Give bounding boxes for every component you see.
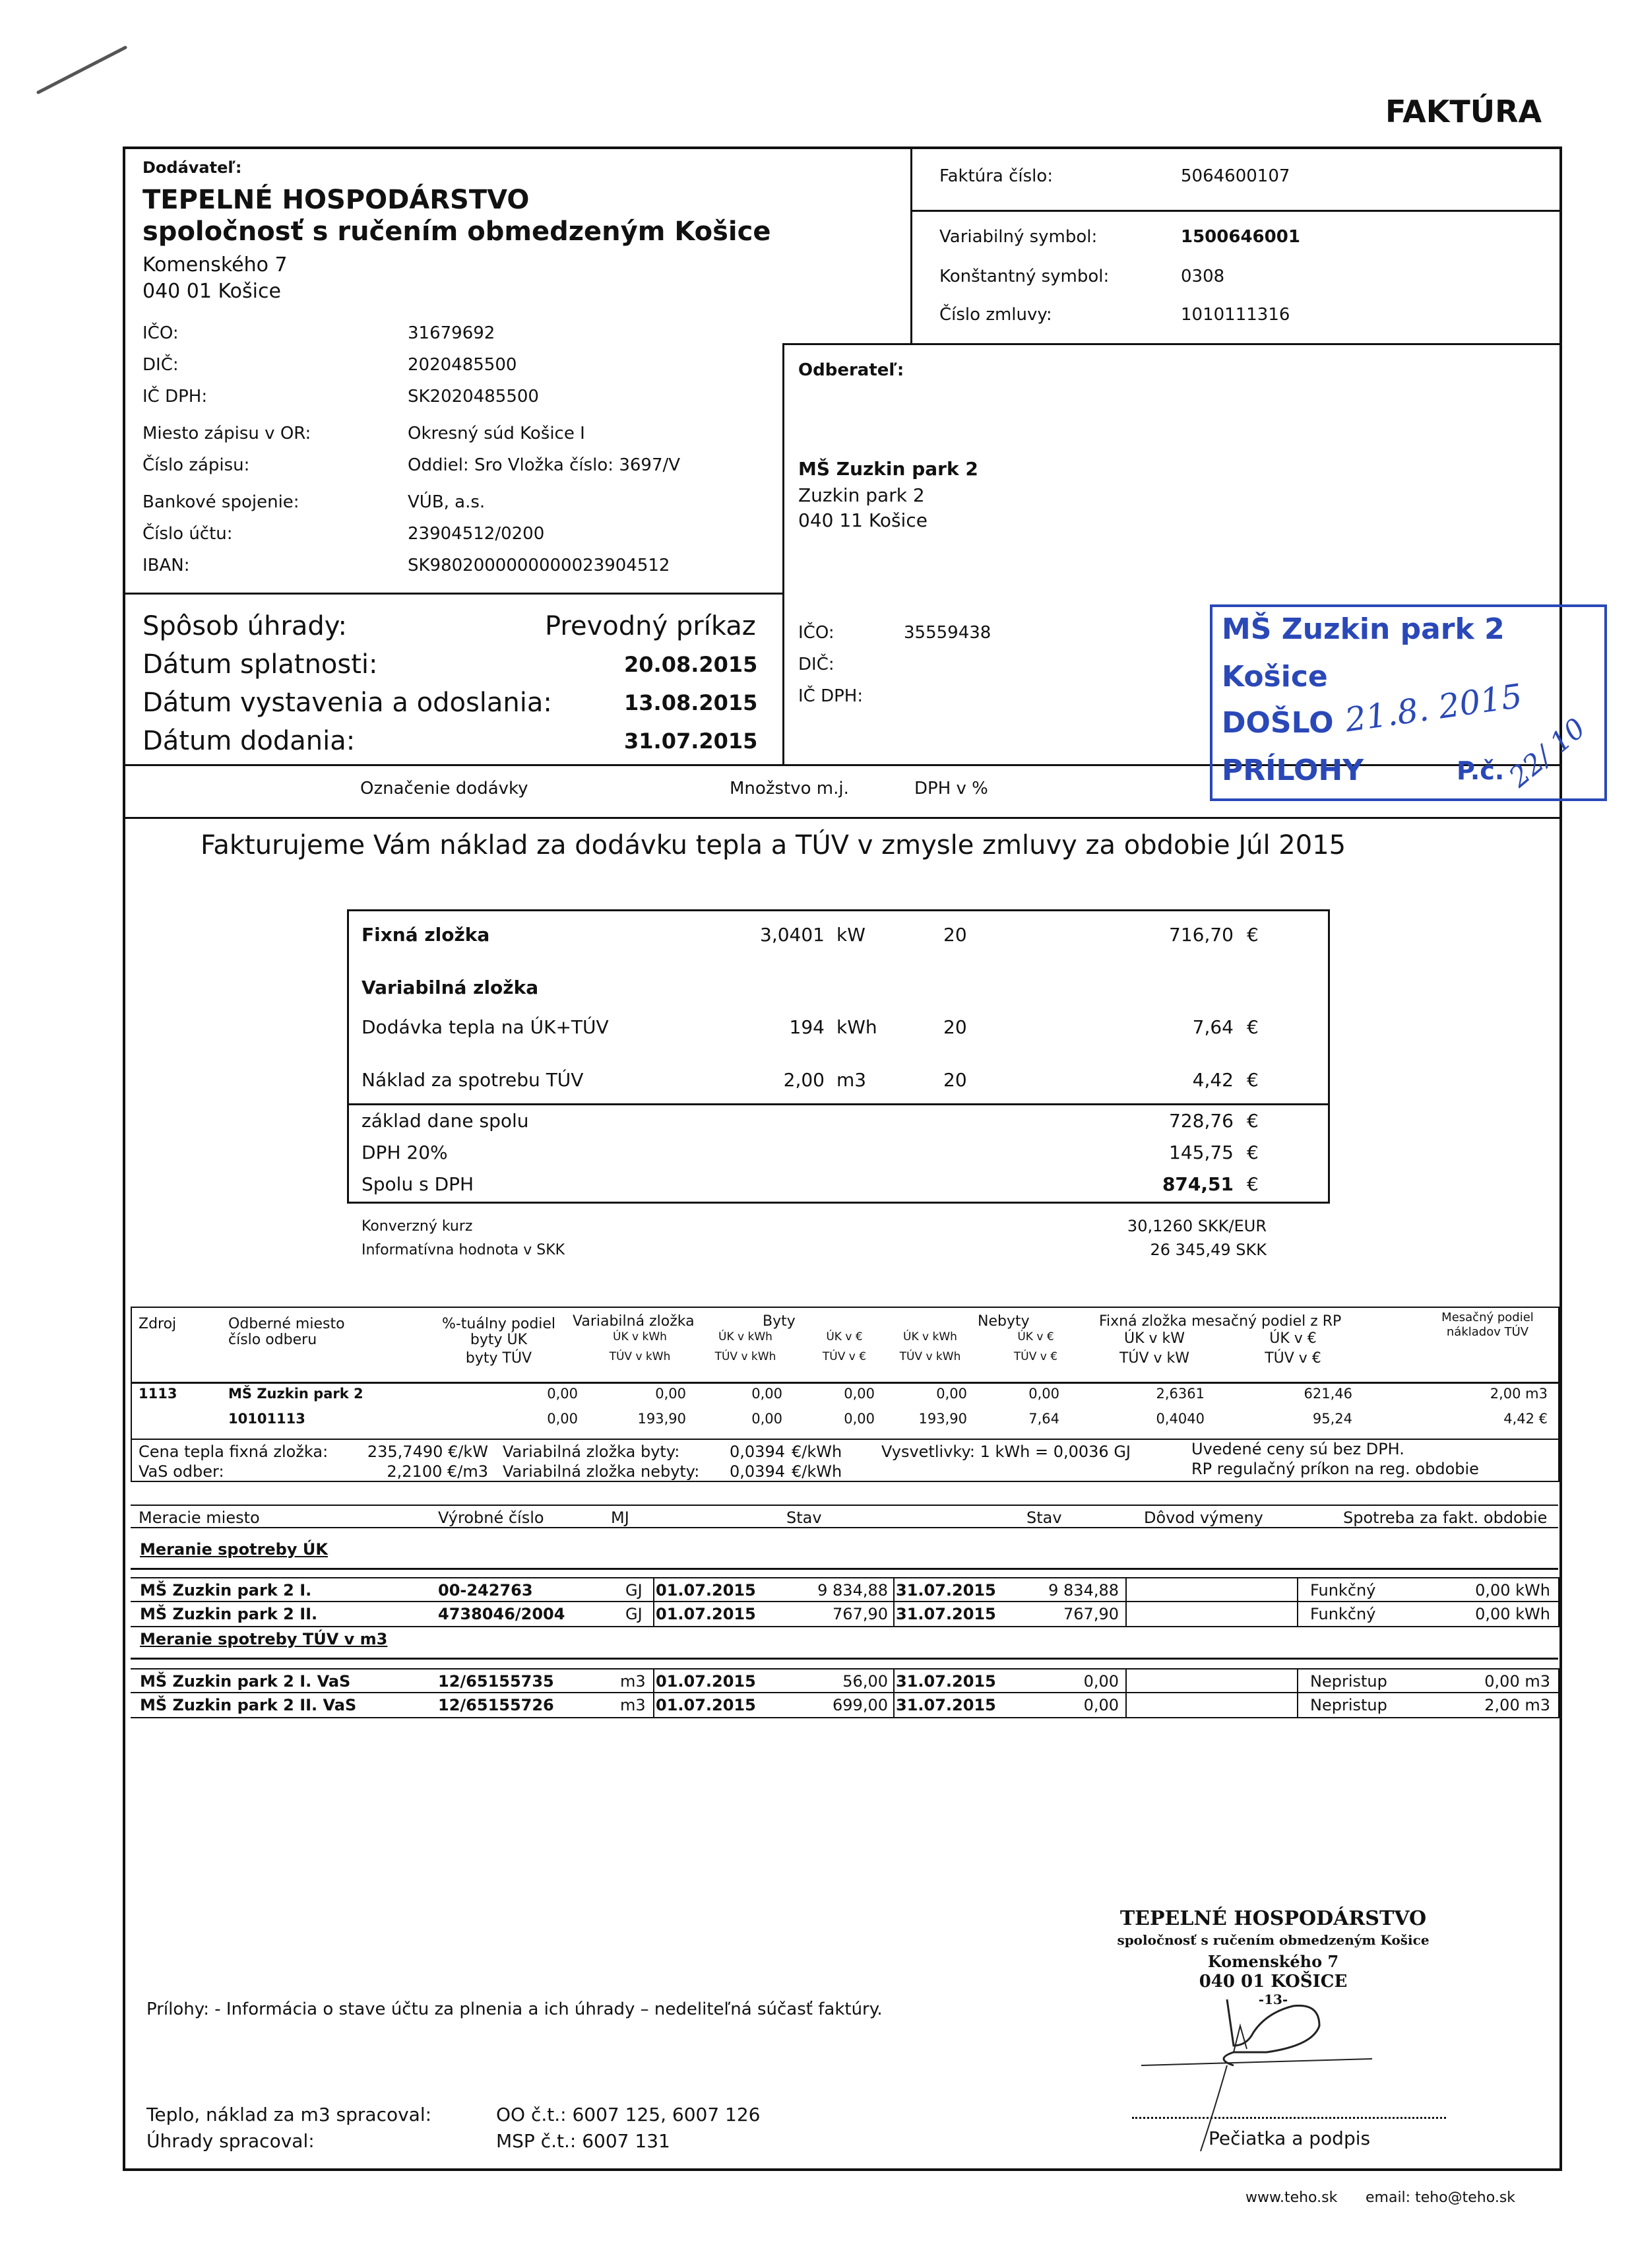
mh-consumption: Spotreba za fakt. obdobie (1343, 1508, 1548, 1527)
conversion-rate: 30,1260 SKK/EUR (1127, 1217, 1267, 1235)
currency: € (1247, 1069, 1259, 1091)
var-byty-unit: €/kWh (792, 1442, 842, 1461)
conversion-info: 26 345,49 SKK (1150, 1241, 1267, 1259)
divider (893, 1577, 895, 1627)
document-title: FAKTÚRA (1385, 94, 1542, 129)
stamp-line: DOŠLO (1222, 706, 1334, 740)
heat-qty: 194 (789, 1016, 825, 1038)
currency: € (1247, 1016, 1259, 1038)
intro-text: Fakturujeme Vám náklad za dodávku tepla a TÚV v zmysle zmluvy za obdobie Júl 2015 (201, 830, 1346, 860)
supplier-field-value: 23904512/0200 (408, 524, 545, 544)
h-byty: Byty (763, 1313, 796, 1330)
split-cell: 0,00 (1028, 1386, 1059, 1402)
footer-web: www.teho.sk (1245, 2189, 1338, 2206)
section-tuv: Meranie spotreby TÚV v m3 (140, 1630, 388, 1648)
split-zdroj: 1113 (139, 1386, 177, 1402)
price-fix: 235,7490 €/kW (367, 1442, 488, 1461)
note-prices: Uvedené ceny sú bez DPH. (1191, 1440, 1404, 1458)
meter-date-from: 01.07.2015 (656, 1581, 756, 1600)
currency: € (1247, 1142, 1259, 1163)
total-label: Spolu s DPH (362, 1173, 474, 1195)
supplier-field-label: IBAN: (142, 556, 190, 575)
col-quantity: Množstvo m.j. (730, 779, 849, 798)
h-cislo: číslo odberu (228, 1332, 317, 1348)
supplier-field-label: Číslo účtu: (142, 524, 233, 544)
h-miesto: Odberné miesto (228, 1316, 345, 1332)
split-cell: 2,6361 (1156, 1386, 1205, 1402)
h-monthly-2: nákladov TÚV (1446, 1325, 1529, 1339)
meter-consumption: 0,00 kWh (1475, 1605, 1550, 1623)
signature-line (1132, 2117, 1446, 2119)
supplier-field-value: SK9802000000000023904512 (408, 556, 670, 575)
h-podiel-uk: byty ÚK (470, 1332, 528, 1348)
note-rp: RP regulačný príkon na reg. obdobie (1191, 1460, 1479, 1478)
h-monthly: Mesačný podiel (1441, 1311, 1534, 1324)
h-fix-tuv-kw: TÚV v kW (1119, 1350, 1190, 1367)
heat-label: Dodávka tepla na ÚK+TÚV (362, 1016, 609, 1038)
customer-city: 040 11 Košice (798, 509, 928, 531)
variable-label: Variabilná zložka (362, 977, 539, 998)
contract-number: 1010111316 (1181, 305, 1290, 325)
meter-place: MŠ Zuzkin park 2 II. (140, 1605, 318, 1623)
vat-amount: 145,75 (1169, 1142, 1234, 1163)
h-nebyty: Nebyty (978, 1313, 1030, 1330)
invoice-number: 5064600107 (1181, 166, 1290, 186)
split-cell: 621,46 (1304, 1386, 1352, 1402)
supplier-field-label: Číslo zápisu: (142, 455, 250, 475)
customer-heading: Odberateľ: (798, 360, 904, 380)
seal-line: spoločnosť s ručením obmedzeným Košice (1117, 1932, 1430, 1948)
price-fix-label: Cena tepla fixná zložka: (139, 1442, 329, 1461)
mh-place: Meracie miesto (139, 1508, 260, 1527)
meter-date-to: 31.07.2015 (896, 1605, 996, 1623)
fixed-qty: 3,0401 (760, 924, 825, 946)
split-cell: 0,00 (751, 1386, 782, 1402)
divider (910, 146, 912, 344)
divider (1558, 1668, 1559, 1718)
meter-state-from: 767,90 (833, 1605, 888, 1623)
divider (131, 1658, 1558, 1660)
customer-dic-label: DIČ: (798, 655, 834, 674)
h-tuv-kwh: TÚV v kWh (609, 1350, 671, 1363)
stamp-line: Košice (1222, 660, 1328, 694)
contract-number-label: Číslo zmluvy: (939, 305, 1052, 325)
supplier-name-2: spoločnosť s ručením obmedzeným Košice (142, 216, 771, 247)
h-variable: Variabilná zložka (573, 1313, 695, 1330)
constant-symbol-label: Konštantný symbol: (939, 267, 1110, 286)
mh-state: Stav (1026, 1508, 1062, 1527)
h-tuv-kwh: TÚV v kWh (714, 1350, 776, 1363)
customer-icdph-label: IČ DPH: (798, 686, 864, 706)
base-amount: 728,76 (1169, 1110, 1234, 1132)
payment-method: Prevodný príkaz (545, 611, 756, 641)
h-fix: Fixná zložka mesačný podiel z RP (1099, 1313, 1342, 1330)
tuv-vat: 20 (943, 1069, 967, 1091)
conversion-info-label: Informatívna hodnota v SKK (362, 1242, 565, 1258)
processing-heat: OO č.t.: 6007 125, 6007 126 (496, 2104, 761, 2125)
divider (131, 1692, 1558, 1693)
meter-serial: 12/65155735 (438, 1672, 554, 1691)
divider (1125, 1668, 1127, 1718)
supplier-field-value: 31679692 (408, 323, 495, 343)
customer-ico: 35559438 (904, 623, 991, 643)
h-uk-kwh: ÚK v kWh (613, 1330, 667, 1344)
meter-serial: 00-242763 (438, 1581, 533, 1600)
mh-state: Stav (786, 1508, 822, 1527)
divider (131, 1568, 1558, 1570)
h-zdroj: Zdroj (139, 1316, 177, 1332)
split-cell: 0,00 (936, 1386, 967, 1402)
tuv-qty: 2,00 (783, 1069, 825, 1091)
currency: € (1247, 1173, 1259, 1195)
fixed-vat: 20 (943, 924, 967, 946)
h-tuv-eur: TÚV v € (1013, 1350, 1058, 1363)
meter-date-to: 31.07.2015 (896, 1696, 996, 1714)
meter-consumption: 0,00 kWh (1475, 1581, 1550, 1600)
meter-consumption: 0,00 m3 (1484, 1672, 1550, 1691)
h-fix-uk-eur: ÚK v € (1269, 1330, 1317, 1347)
fixed-amount: 716,70 (1169, 924, 1234, 946)
vas-label: VaS odber: (139, 1462, 224, 1481)
divider (910, 210, 1559, 212)
mh-serial: Výrobné číslo (438, 1508, 544, 1527)
split-cell: 0,00 (547, 1386, 578, 1402)
divider (347, 1103, 1328, 1105)
var-nebyty-label: Variabilná zložka nebyty: (503, 1462, 700, 1481)
divider (131, 1601, 1558, 1602)
customer-street: Zuzkin park 2 (798, 484, 925, 506)
supplier-name: TEPELNÉ HOSPODÁRSTVO (142, 185, 530, 215)
meter-serial: 12/65155726 (438, 1696, 554, 1714)
tuv-amount: 4,42 (1192, 1069, 1234, 1091)
divider (1558, 1577, 1559, 1627)
meter-state-to: 767,90 (1063, 1605, 1119, 1623)
heat-amount: 7,64 (1192, 1016, 1234, 1038)
divider (653, 1577, 654, 1627)
conversion-rate-label: Konverzný kurz (362, 1218, 473, 1235)
section-uk: Meranie spotreby ÚK (140, 1540, 328, 1559)
divider (1125, 1577, 1127, 1627)
delivery-date: 31.07.2015 (624, 729, 758, 754)
meter-date-from: 01.07.2015 (656, 1605, 756, 1623)
tuv-unit: m3 (836, 1069, 867, 1091)
meter-state-from: 56,00 (842, 1672, 888, 1691)
meter-status: Nepristup (1310, 1696, 1387, 1714)
col-vat: DPH v % (914, 779, 988, 798)
supplier-field-value: Oddiel: Sro Vložka číslo: 3697/V (408, 455, 681, 475)
split-cell: 0,00 (844, 1411, 875, 1427)
divider (131, 1382, 1558, 1384)
var-nebyty: 0,0394 (730, 1462, 785, 1481)
divider (131, 1527, 1558, 1528)
meter-unit: m3 (620, 1696, 646, 1714)
tuv-label: Náklad za spotrebu TÚV (362, 1069, 584, 1091)
seal-line: TEPELNÉ HOSPODÁRSTVO (1119, 1907, 1427, 1930)
meter-state-from: 9 834,88 (817, 1581, 888, 1600)
fixed-label: Fixná zložka (362, 924, 490, 946)
h-fix-tuv-eur: TÚV v € (1265, 1350, 1321, 1367)
h-tuv-kwh: TÚV v kWh (899, 1350, 961, 1363)
split-cell: 0,00 (751, 1411, 782, 1427)
meter-state-from: 699,00 (833, 1696, 888, 1714)
meter-unit: GJ (625, 1581, 643, 1600)
h-fix-uk-kw: ÚK v kW (1123, 1330, 1185, 1347)
split-cell: 193,90 (637, 1411, 686, 1427)
meter-status: Funkčný (1310, 1605, 1376, 1623)
meter-place: MŠ Zuzkin park 2 I. (140, 1581, 312, 1600)
base-label: základ dane spolu (362, 1110, 529, 1132)
payment-method-label: Spôsob úhrady: (142, 611, 347, 641)
issue-date: 13.08.2015 (624, 690, 758, 715)
stamp-line: PRÍLOHY (1222, 754, 1364, 787)
divider (1297, 1577, 1298, 1627)
divider (653, 1668, 654, 1718)
currency: € (1247, 924, 1259, 946)
signature-label: Pečiatka a podpis (1209, 2127, 1371, 2149)
issue-date-label: Dátum vystavenia a odoslania: (142, 688, 552, 718)
seal-line: -13- (1258, 1992, 1288, 2007)
meter-status: Funkčný (1310, 1581, 1376, 1600)
divider (131, 1505, 1558, 1506)
split-number: 10101113 (228, 1411, 305, 1427)
meter-place: MŠ Zuzkin park 2 I. VaS (140, 1672, 351, 1691)
vat-label: DPH 20% (362, 1142, 448, 1163)
processing-heat-label: Teplo, náklad za m3 spracoval: (146, 2104, 432, 2125)
customer-ico-label: IČO: (798, 623, 834, 643)
meter-status: Nepristup (1310, 1672, 1387, 1691)
split-cell: 0,00 (844, 1386, 875, 1402)
due-date-label: Dátum splatnosti: (142, 649, 378, 680)
footer-email: email: teho@teho.sk (1366, 2189, 1516, 2206)
split-cell: 4,42 € (1503, 1411, 1548, 1427)
meter-state-to: 9 834,88 (1048, 1581, 1119, 1600)
seal-line: 040 01 KOŠICE (1199, 1972, 1348, 1992)
meter-unit: m3 (620, 1672, 646, 1691)
supplier-field-label: Bankové spojenie: (142, 492, 299, 512)
supplier-field-value: SK2020485500 (408, 387, 539, 406)
split-cell: 0,4040 (1156, 1411, 1205, 1427)
stamp-line: P.č. (1457, 756, 1505, 785)
supplier-field-value: 2020485500 (408, 355, 517, 375)
divider (782, 343, 1559, 345)
attachments-text: Prílohy: - Informácia o stave účtu za plnenia a ich úhrady – nedeliteľná súčasť faktúry. (146, 1999, 883, 2019)
supplier-heading: Dodávateľ: (142, 158, 242, 177)
h-uk-kwh: ÚK v kWh (903, 1330, 957, 1344)
processing-payments-label: Úhrady spracoval: (146, 2130, 315, 2152)
split-cell: 7,64 (1028, 1411, 1059, 1427)
meter-place: MŠ Zuzkin park 2 II. VaS (140, 1696, 357, 1714)
pen-mark (33, 40, 132, 99)
split-cell: 95,24 (1312, 1411, 1352, 1427)
meter-date-to: 31.07.2015 (896, 1672, 996, 1691)
supplier-city: 040 01 Košice (142, 280, 281, 303)
split-place: MŠ Zuzkin park 2 (228, 1386, 363, 1402)
handwritten-number: 22/ 10 (1502, 711, 1592, 794)
supplier-field-value: Okresný súd Košice I (408, 424, 585, 443)
col-designation: Označenie dodávky (360, 779, 528, 798)
meter-consumption: 2,00 m3 (1484, 1696, 1550, 1714)
h-uk-eur: ÚK v € (826, 1330, 863, 1344)
supplier-field-value: VÚB, a.s. (408, 492, 486, 512)
split-cell: 2,00 m3 (1490, 1386, 1548, 1402)
divider (123, 817, 1559, 819)
heat-vat: 20 (943, 1016, 967, 1038)
variable-symbol: 1500646001 (1181, 227, 1300, 247)
variable-symbol-label: Variabilný symbol: (939, 227, 1098, 247)
var-nebyty-unit: €/kWh (792, 1462, 842, 1481)
vas-price: 2,2100 €/m3 (387, 1462, 488, 1481)
meter-serial: 4738046/2004 (438, 1605, 565, 1623)
received-stamp (1210, 604, 1607, 801)
explanation: Vysvetlivky: 1 kWh = 0,0036 GJ (881, 1442, 1131, 1461)
h-podiel-tuv: byty TÚV (465, 1350, 532, 1367)
mh-reason: Dôvod výmeny (1144, 1508, 1263, 1527)
handwritten-date: 21.8. 2015 (1342, 676, 1525, 740)
supplier-field-label: IČ DPH: (142, 387, 208, 406)
var-byty: 0,0394 (730, 1442, 785, 1461)
customer-name: MŠ Zuzkin park 2 (798, 458, 978, 480)
fixed-unit: kW (836, 924, 865, 946)
split-cell: 0,00 (655, 1386, 686, 1402)
total-amount: 874,51 (1162, 1173, 1234, 1195)
supplier-field-label: DIČ: (142, 355, 179, 375)
meter-date-to: 31.07.2015 (896, 1581, 996, 1600)
divider (1297, 1668, 1298, 1718)
meter-state-to: 0,00 (1083, 1696, 1119, 1714)
due-date: 20.08.2015 (624, 652, 758, 677)
h-tuv-eur: TÚV v € (822, 1350, 867, 1363)
meter-date-from: 01.07.2015 (656, 1696, 756, 1714)
supplier-street: Komenského 7 (142, 253, 288, 276)
stamp-line: MŠ Zuzkin park 2 (1222, 612, 1505, 646)
processing-payments: MSP č.t.: 6007 131 (496, 2130, 670, 2152)
var-byty-label: Variabilná zložka byty: (503, 1442, 680, 1461)
h-podiel: %-tuálny podiel (441, 1316, 556, 1332)
supplier-field-label: Miesto zápisu v OR: (142, 424, 311, 443)
invoice-number-label: Faktúra číslo: (939, 166, 1054, 186)
split-cell: 193,90 (918, 1411, 967, 1427)
h-uk-eur: ÚK v € (1017, 1330, 1054, 1344)
meter-unit: GJ (625, 1605, 643, 1623)
mh-unit: MJ (611, 1508, 629, 1527)
seal-line: Komenského 7 (1207, 1952, 1339, 1971)
meter-state-to: 0,00 (1083, 1672, 1119, 1691)
currency: € (1247, 1110, 1259, 1132)
heat-unit: kWh (836, 1016, 877, 1038)
split-cell: 0,00 (547, 1411, 578, 1427)
constant-symbol: 0308 (1181, 267, 1225, 286)
delivery-date-label: Dátum dodania: (142, 726, 356, 756)
meter-date-from: 01.07.2015 (656, 1672, 756, 1691)
divider (893, 1668, 895, 1718)
supplier-field-label: IČO: (142, 323, 179, 343)
h-uk-kwh: ÚK v kWh (718, 1330, 772, 1344)
divider (782, 343, 784, 764)
divider (123, 593, 782, 595)
